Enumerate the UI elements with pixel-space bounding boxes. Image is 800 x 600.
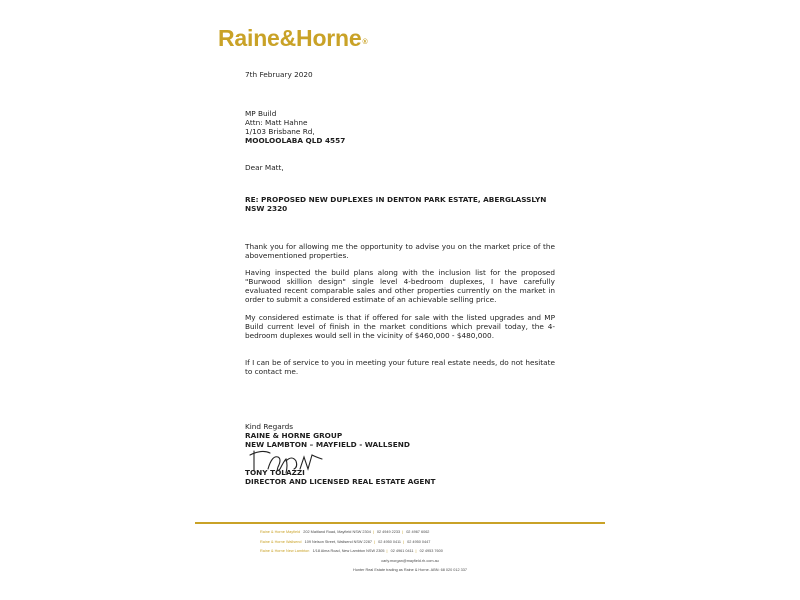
office-phone: 02 4950 0411 [378,539,402,544]
office-name: Raine & Horne New Lambton [260,549,310,554]
salutation: Dear Matt, [245,163,284,172]
paragraph-offer: If I can be of service to you in meeting your future real estate needs, do not hesitate to contact me. [245,358,555,377]
paragraph-estimate: My considered estimate is that if offered for sale with the listed upgrades and MP Build current level of finish in the market conditions which prevail today, the 4-bedroom duplexes would sell in the vicinity of $460,000 - $480,000. [245,313,555,341]
office-phone: 02 4949 2233 [376,530,401,534]
letter-footer [260,528,560,576]
office-name: Raine & Horne Mayfield [260,530,301,534]
office-address: 109 Nelson Street, Wallsend NSW 2287 [304,539,373,544]
footer-office-mayfield: Raine & Horne Mayfield 202 Maitland Road, Mayfield NSW 2304 | 02 4949 2233 | 02 4967 6062 [260,530,430,534]
recipient-company: MP Build [245,109,277,118]
company-name: RAINE & HORNE GROUP [245,431,343,441]
signer-name: TONY TOLAZZI [245,468,305,477]
office-phone: 02 4961 0411 [390,549,414,554]
logo-registered-mark: ® [362,39,368,46]
footer-office-wallsend: Raine & Horne Wallsend 109 Nelson Street, Wallsend NSW 2287 | 02 4950 0411 | 02 4950 0447 [260,539,431,544]
raine-horne-logo [218,25,367,52]
signer-title: DIRECTOR AND LICENSED REAL ESTATE AGENT [245,477,436,487]
office-names: NEW LAMBTON – MAYFIELD - WALLSEND [245,440,410,450]
footer-divider [195,522,605,524]
footer-abn: Hunter Real Estate trading as Raine & Horne. ABN: 68 020 012 337 [353,568,467,573]
recipient-street: 1/103 Brisbane Rd, [245,127,315,137]
handwritten-signature [248,447,328,477]
office-fax: 02 4967 6062 [406,530,430,534]
logo-text: Raine&Horne [218,25,362,51]
subject-line [245,195,546,213]
office-name: Raine & Horne Wallsend [260,539,302,544]
footer-email: carly.morgan@mayfield.rh.com.au [381,558,439,563]
paragraph-inspection: Having inspected the build plans along with the inclusion list for the proposed "Burwood skillion design" single level 4-bedroom duplexes, I have carefully evaluated recent comparable sales and other properties currently on the market in order to submit a considered estimate of an achievable selling price. [245,268,555,305]
sign-off: Kind Regards [245,422,294,431]
recipient-address [245,109,345,145]
subject-line-1: RE: PROPOSED NEW DUPLEXES IN DENTON PARK ESTATE, ABERGLASSLYN [245,195,547,204]
recipient-city: MOOLOOLABA QLD 4557 [245,136,346,146]
office-address: 1/18 Alma Road, New Lambton NSW 2305 [312,549,385,554]
office-fax: 02 4950 0447 [407,539,431,544]
footer-office-new-lambton: Raine & Horne New Lambton 1/18 Alma Road, New Lambton NSW 2305 | 02 4961 0411 | 02 4953 7600 [260,549,443,554]
closing-block [245,422,410,449]
subject-line-2: NSW 2320 [245,204,288,214]
letter-date: 7th February 2020 [245,70,313,79]
office-fax: 02 4953 7600 [419,549,443,554]
paragraph-intro: Thank you for allowing me the opportunity to advise you on the market price of the abovementioned properties. [245,242,555,261]
office-address: 202 Maitland Road, Mayfield NSW 2304 [303,530,371,534]
recipient-attention: Attn: Matt Hahne [245,118,308,128]
